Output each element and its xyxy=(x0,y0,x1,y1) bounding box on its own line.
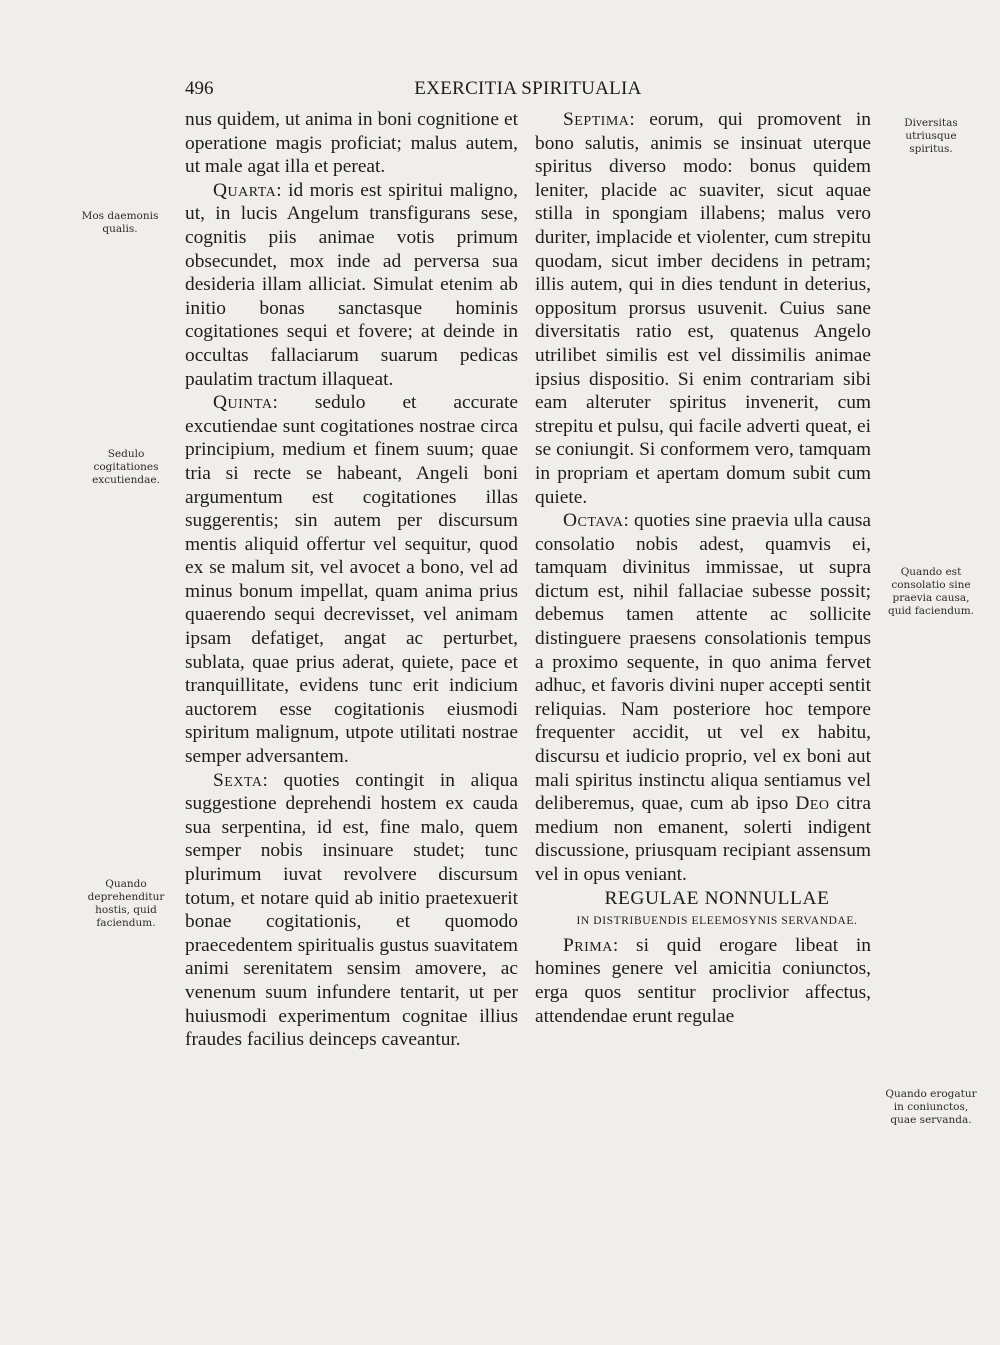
rule-label: Quarta xyxy=(213,179,277,201)
right-text-column xyxy=(535,108,871,1028)
rule-text: : id moris est spiritui maligno, ut, in lucis Angelum transfigurans sese, cognitis piis animae votis primum obsecundet, mox inde ad perversa sua desideria illam alliciat. Simulat etenim ab initio bonas sanctasque hominis cogitationes sequi et fovere; at deinde in occultas fallaciarum suarum pedicas paulatim tractum illaqueat. xyxy=(185,179,518,390)
paragraph-octava xyxy=(535,509,871,887)
rule-label: Prima xyxy=(563,934,613,956)
margin-note-left-1: Mos daemonis qualis. xyxy=(81,210,159,235)
paragraph-quarta xyxy=(185,179,518,391)
running-header xyxy=(185,78,871,106)
rule-label: Octava xyxy=(563,510,624,532)
rule-text: : si quid erogare libeat in homines genere vel amicitia coniunctos, erga quos sentitur proclivior affectus, attendendae erunt regulae xyxy=(535,934,871,1027)
running-title: EXERCITIA SPIRITUALIA xyxy=(414,78,642,99)
rule-label: Quinta xyxy=(213,392,273,414)
paragraph: nus quidem, ut anima in boni cognitione et operatione magis proficiat; malus autem, ut male agat illa et pereat. xyxy=(185,109,518,178)
rule-label: Septima xyxy=(563,109,630,130)
rule-text: : quoties contingit in aliqua suggestione deprehendi hostem ex cauda sua serpentina, id est, fine malo, quem semper nobis insinuare studet; tunc plurimum iuvat revolvere discursum totum, et notare quid ab initio praetexuerit bonae cogitationis, et quomodo praecedentem spiritualis gustus suavitatem animi serenitatem sensim amovere, ac venenum suum infundere tentarit, ut per huiusmodi experimentum cognitae illius fraudes facilius deinceps caveantur. xyxy=(185,769,518,1051)
paragraph-septima xyxy=(535,108,871,509)
section-heading: REGULAE NONNULLAE xyxy=(604,887,830,909)
margin-note-right-1: Diversitas utriusque spiritus. xyxy=(904,117,958,155)
margin-note-right-2: Quando est consolatio sine praevia causa, quid faciendum. xyxy=(887,566,975,617)
rule-text: : sedulo et accurate excutiendae sunt cogitationes nostrae circa principium, medium et finem suum; quae tria si recte se habeant, Angeli boni argumentum est cogitationes illas suggerentis; sin autem per discursum mentis aliquid offertur vel sequitur, quod ex se malum sit, vel avocet a bono, vel ad minus bonum impellat, quam anima prius quaerendo sequi decrevisset, vel animam ipsam defatiget, angat ac perturbet, sublata, quae prius aderat, quiete, pace et tranquillitate, evidens tunc erit indicium auctorem esse cogitationis eiusmodi spiritum malignum, utpote utilitati nostrae semper adversantem. xyxy=(185,392,518,768)
section-subheading: IN DISTRIBUENDIS ELEEMOSYNIS SERVANDAE. xyxy=(576,915,858,928)
paragraph-prima xyxy=(535,934,871,1028)
margin-note-right-3: Quando erogatur in coniunctos, quae servanda. xyxy=(885,1088,977,1126)
paragraph-sexta xyxy=(185,769,518,1052)
page-number: 496 xyxy=(185,78,214,99)
rule-text: : eorum, qui promovent in bono salutis, animis se insinuat uterque spiritus diverso modo: bonus quidem leniter, placide ac suaviter, sicut aquae stilla in spongiam illabens; malus vero duriter, implacide et violenter, cum strepitu quodam, sicut imber decidens in petram; illis autem, qui in dies tendunt in deterius, oppositum prorsus usuvenit. Cuius sane diversitatis ratio est, quatenus Angelo utrilibet similis est vel dissimilis animae ipsius dispositio. Si enim contrariam sibi eam alteruter spiritus invenerit, cum strepitu et pulsu, qui facile adverti queat, ei se coniungit. Si conformem vero, tamquam in propriam et apertam domum subit cum quiete. xyxy=(535,109,871,508)
margin-note-left-2: Sedulo cogitationes excutiendae. xyxy=(92,448,160,486)
rule-text: : quoties sine praevia ulla causa consolatio nobis adest, quamvis ei, tamquam divinitus immissae, ut supra dictum est, nihil fallaciae subesse possit; debemus tamen attente ac sollicite distinguere praesens consolationis tempus a proximo sequente, in quo anima fervet adhuc, et favoris divini nuper accepti sentit reliquias. Nam posteriore hoc tempore frequenter accidit, ut vel ex habitu, discursu et iudicio proprio, vel ex boni aut mali spiritus instinctu aliqua sentiamus vel deliberemus, quae, cum ab ipso xyxy=(535,510,871,815)
rule-label: Sexta xyxy=(213,769,263,791)
margin-note-left-3: Quando deprehenditur hostis, quid faciendum. xyxy=(87,878,165,929)
rule-text: citra medium non emanent, solerti indigent discussione, priusquam recipiant assensum vel in opus veniant. xyxy=(535,793,871,885)
left-text-column xyxy=(185,108,518,1052)
deo-word: Deo xyxy=(795,793,830,815)
paragraph-quinta xyxy=(185,391,518,769)
